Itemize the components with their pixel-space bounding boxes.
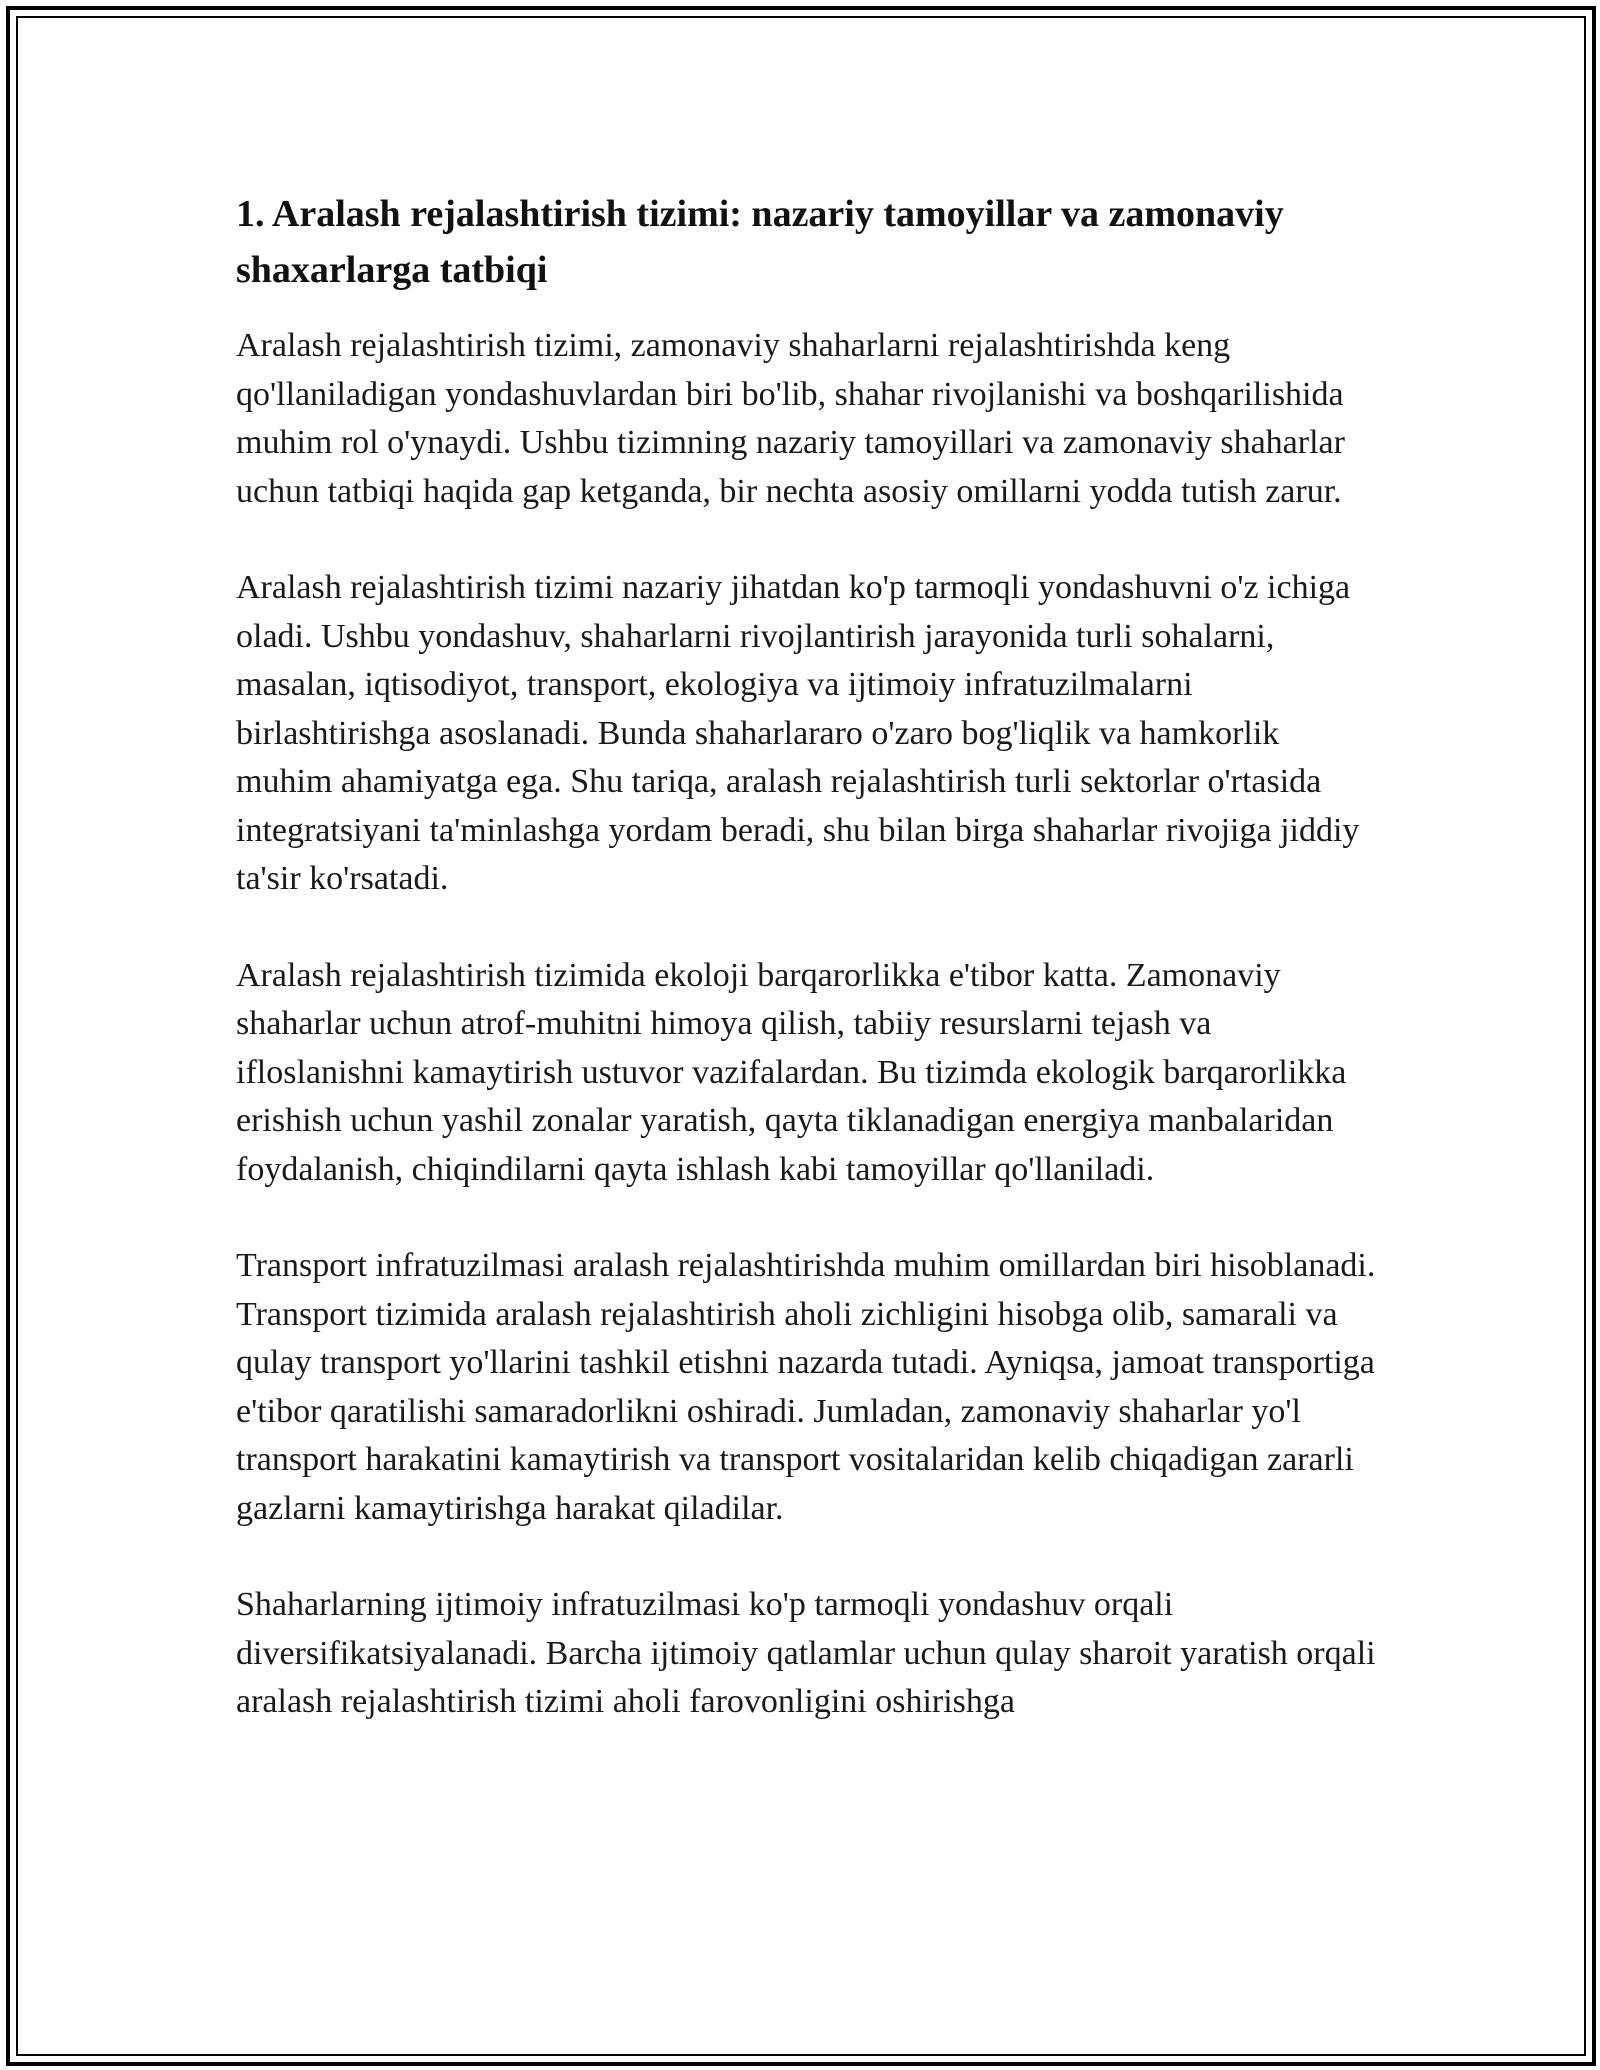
paragraph-intro: Aralash rejalashtirish tizimi, zamonaviy shaharlarni rejalashtirishda keng qo'llaniladigan yondashuvlardan biri bo'lib, shahar rivojlanishi va boshqarilishida muhim rol o'ynaydi. Ushbu tizimning nazariy tamoyillari va zamonaviy shaharlar uchun tatbiqi haqida gap ketganda, bir nechta asosiy omillarni yodda tutish zarur. — [236, 327, 1345, 510]
paragraph-ecology: Aralash rejalashtirish tizimida ekoloji barqarorlikka e'tibor katta. Zamonaviy shaharlar uchun atrof-muhitni himoya qilish, tabiiy resurslarni tejash va ifloslanishni kamaytirish ustuvor vazifalardan. Bu tizimda ekologik barqarorlikka erishish uchun yashil zonalar yaratish, qayta tiklanadigan energiya manbalaridan foydalanish, chiqindilarni qayta ishlash kabi tamoyillar qo'llaniladi. — [236, 956, 1347, 1188]
section-heading: 1. Aralash rejalashtirish tizimi: nazariy tamoyillar va zamonaviy shaxarlarga tatbiqi — [236, 193, 1284, 291]
document-body — [236, 186, 1376, 1775]
paragraph-transport: Transport infratuzilmasi aralash rejalashtirishda muhim omillardan biri hisoblanadi. Transport tizimida aralash rejalashtirish aholi zichligini hisobga olib, samarali va qulay transport yo'llarini tashkil etishni nazarda tutadi. Ayniqsa, jamoat transportiga e'tibor qaratilishi samaradorlikni oshiradi. Jumladan, zamonaviy shaharlar yo'l transport harakatini kamaytirish va transport vositalaridan kelib chiqadigan zararli gazlarni kamaytirishga harakat qiladilar. — [236, 1247, 1376, 1527]
paragraph-theory: Aralash rejalashtirish tizimi nazariy jihatdan ko'p tarmoqli yondashuvni o'z ichiga oladi. Ushbu yondashuv, shaharlarni rivojlantirish jarayonida turli sohalarni, masalan, iqtisodiyot, transport, ekologiya va ijtimoiy infratuzilmalarni birlashtirishga asoslanadi. Bunda shaharlararo o'zaro bog'liqlik va hamkorlik muhim ahamiyatga ega. Shu tariqa, aralash rejalashtirish turli sektorlar o'rtasida integratsiyani ta'minlashga yordam beradi, shu bilan birga shaharlar rivojiga jiddiy ta'sir ko'rsatadi. — [236, 569, 1360, 897]
paragraph-social: Shaharlarning ijtimoiy infratuzilmasi ko'p tarmoqli yondashuv orqali diversifikatsiyalanadi. Barcha ijtimoiy qatlamlar uchun qulay sharoit yaratish orqali aralash rejalashtirish tizimi aholi farovonligini oshirishga — [236, 1586, 1376, 1720]
